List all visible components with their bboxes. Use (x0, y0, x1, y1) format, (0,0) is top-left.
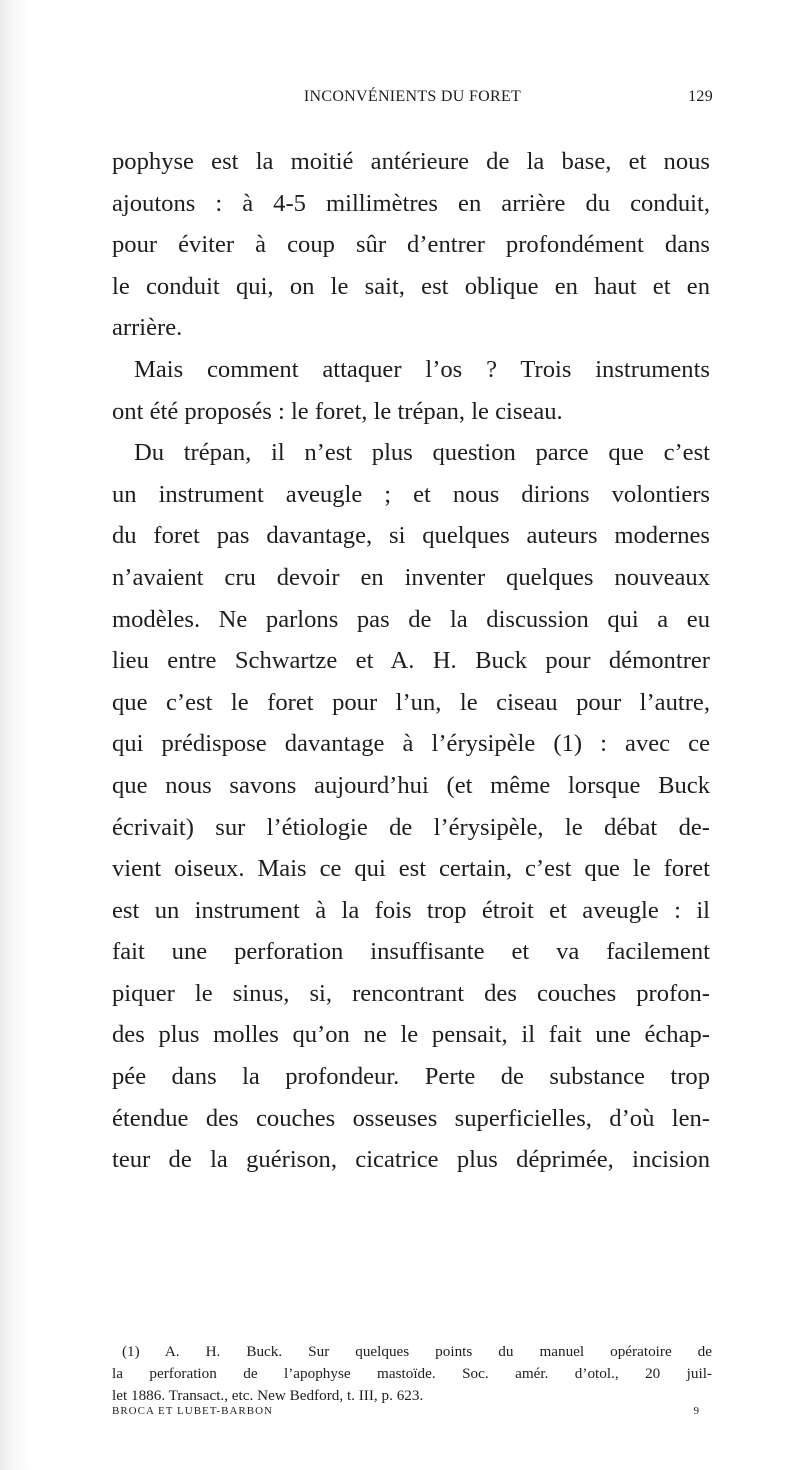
text-line: un instrument aveugle ; et nous dirions volontiers (112, 480, 710, 508)
text-line: étendue des couches osseuses superficielles, d’où len- (112, 1104, 710, 1132)
footnote-line: let 1886. Transact., etc. New Bedford, t. III, p. 623. (112, 1386, 424, 1404)
body-text (112, 141, 710, 1181)
text-line: que nous savons aujourd’hui (et même lorsque Buck (112, 771, 710, 799)
text-line: le conduit qui, on le sait, est oblique en haut et en (112, 272, 710, 300)
signature-number: 9 (693, 1405, 700, 1417)
printer-signature (112, 1405, 712, 1423)
footnote-line: la perforation de l’apophyse mastoïde. Soc. amér. d’otol., 20 juil- (112, 1364, 712, 1382)
text-line: qui prédispose davantage à l’érysipèle (1) : avec ce (112, 730, 710, 758)
text-line: pour éviter à coup sûr d’entrer profondément dans (112, 231, 710, 259)
footnote (112, 1341, 712, 1406)
text-line: n’avaient cru devoir en inventer quelques nouveaux (112, 563, 710, 591)
text-line: piquer le sinus, si, rencontrant des couches profon- (112, 979, 710, 1007)
text-line: teur de la guérison, cicatrice plus déprimée, incision (112, 1146, 710, 1174)
text-line: des plus molles qu’on ne le pensait, il fait une échap- (112, 1021, 710, 1049)
page-number: 129 (688, 88, 713, 105)
text-line: fait une perforation insuffisante et va facilement (112, 938, 710, 966)
text-line: Du trépan, il n’est plus question parce que c’est (134, 439, 710, 467)
text-line: écrivait) sur l’étiologie de l’érysipèle, le débat de- (112, 813, 710, 841)
running-header (112, 88, 713, 112)
text-line: du foret pas davantage, si quelques auteurs modernes (112, 522, 710, 550)
text-line: est un instrument à la fois trop étroit et aveugle : il (112, 896, 710, 924)
text-line: que c’est le foret pour l’un, le ciseau pour l’autre, (112, 688, 710, 716)
text-line: Mais comment attaquer l’os ? Trois instruments (134, 355, 710, 383)
text-line: pophyse est la moitié antérieure de la base, et nous (112, 148, 710, 175)
text-line: ont été proposés : le foret, le trépan, le ciseau. (112, 397, 563, 425)
footnote-line: (1) A. H. Buck. Sur quelques points du manuel opératoire de (122, 1343, 712, 1360)
text-line: lieu entre Schwartze et A. H. Buck pour démontrer (112, 647, 710, 675)
running-title: INCONVÉNIENTS DU FORET (303, 88, 522, 105)
text-line: modèles. Ne parlons pas de la discussion qui a eu (112, 605, 710, 633)
signature-mark: BROCA ET LUBET-BARBON (112, 1405, 273, 1417)
text-line: arrière. (112, 314, 183, 342)
text-line: pée dans la profondeur. Perte de substance trop (112, 1063, 710, 1091)
text-line: ajoutons : à 4-5 millimètres en arrière du conduit, (112, 189, 710, 217)
text-line: vient oiseux. Mais ce qui est certain, c’est que le foret (112, 855, 710, 883)
